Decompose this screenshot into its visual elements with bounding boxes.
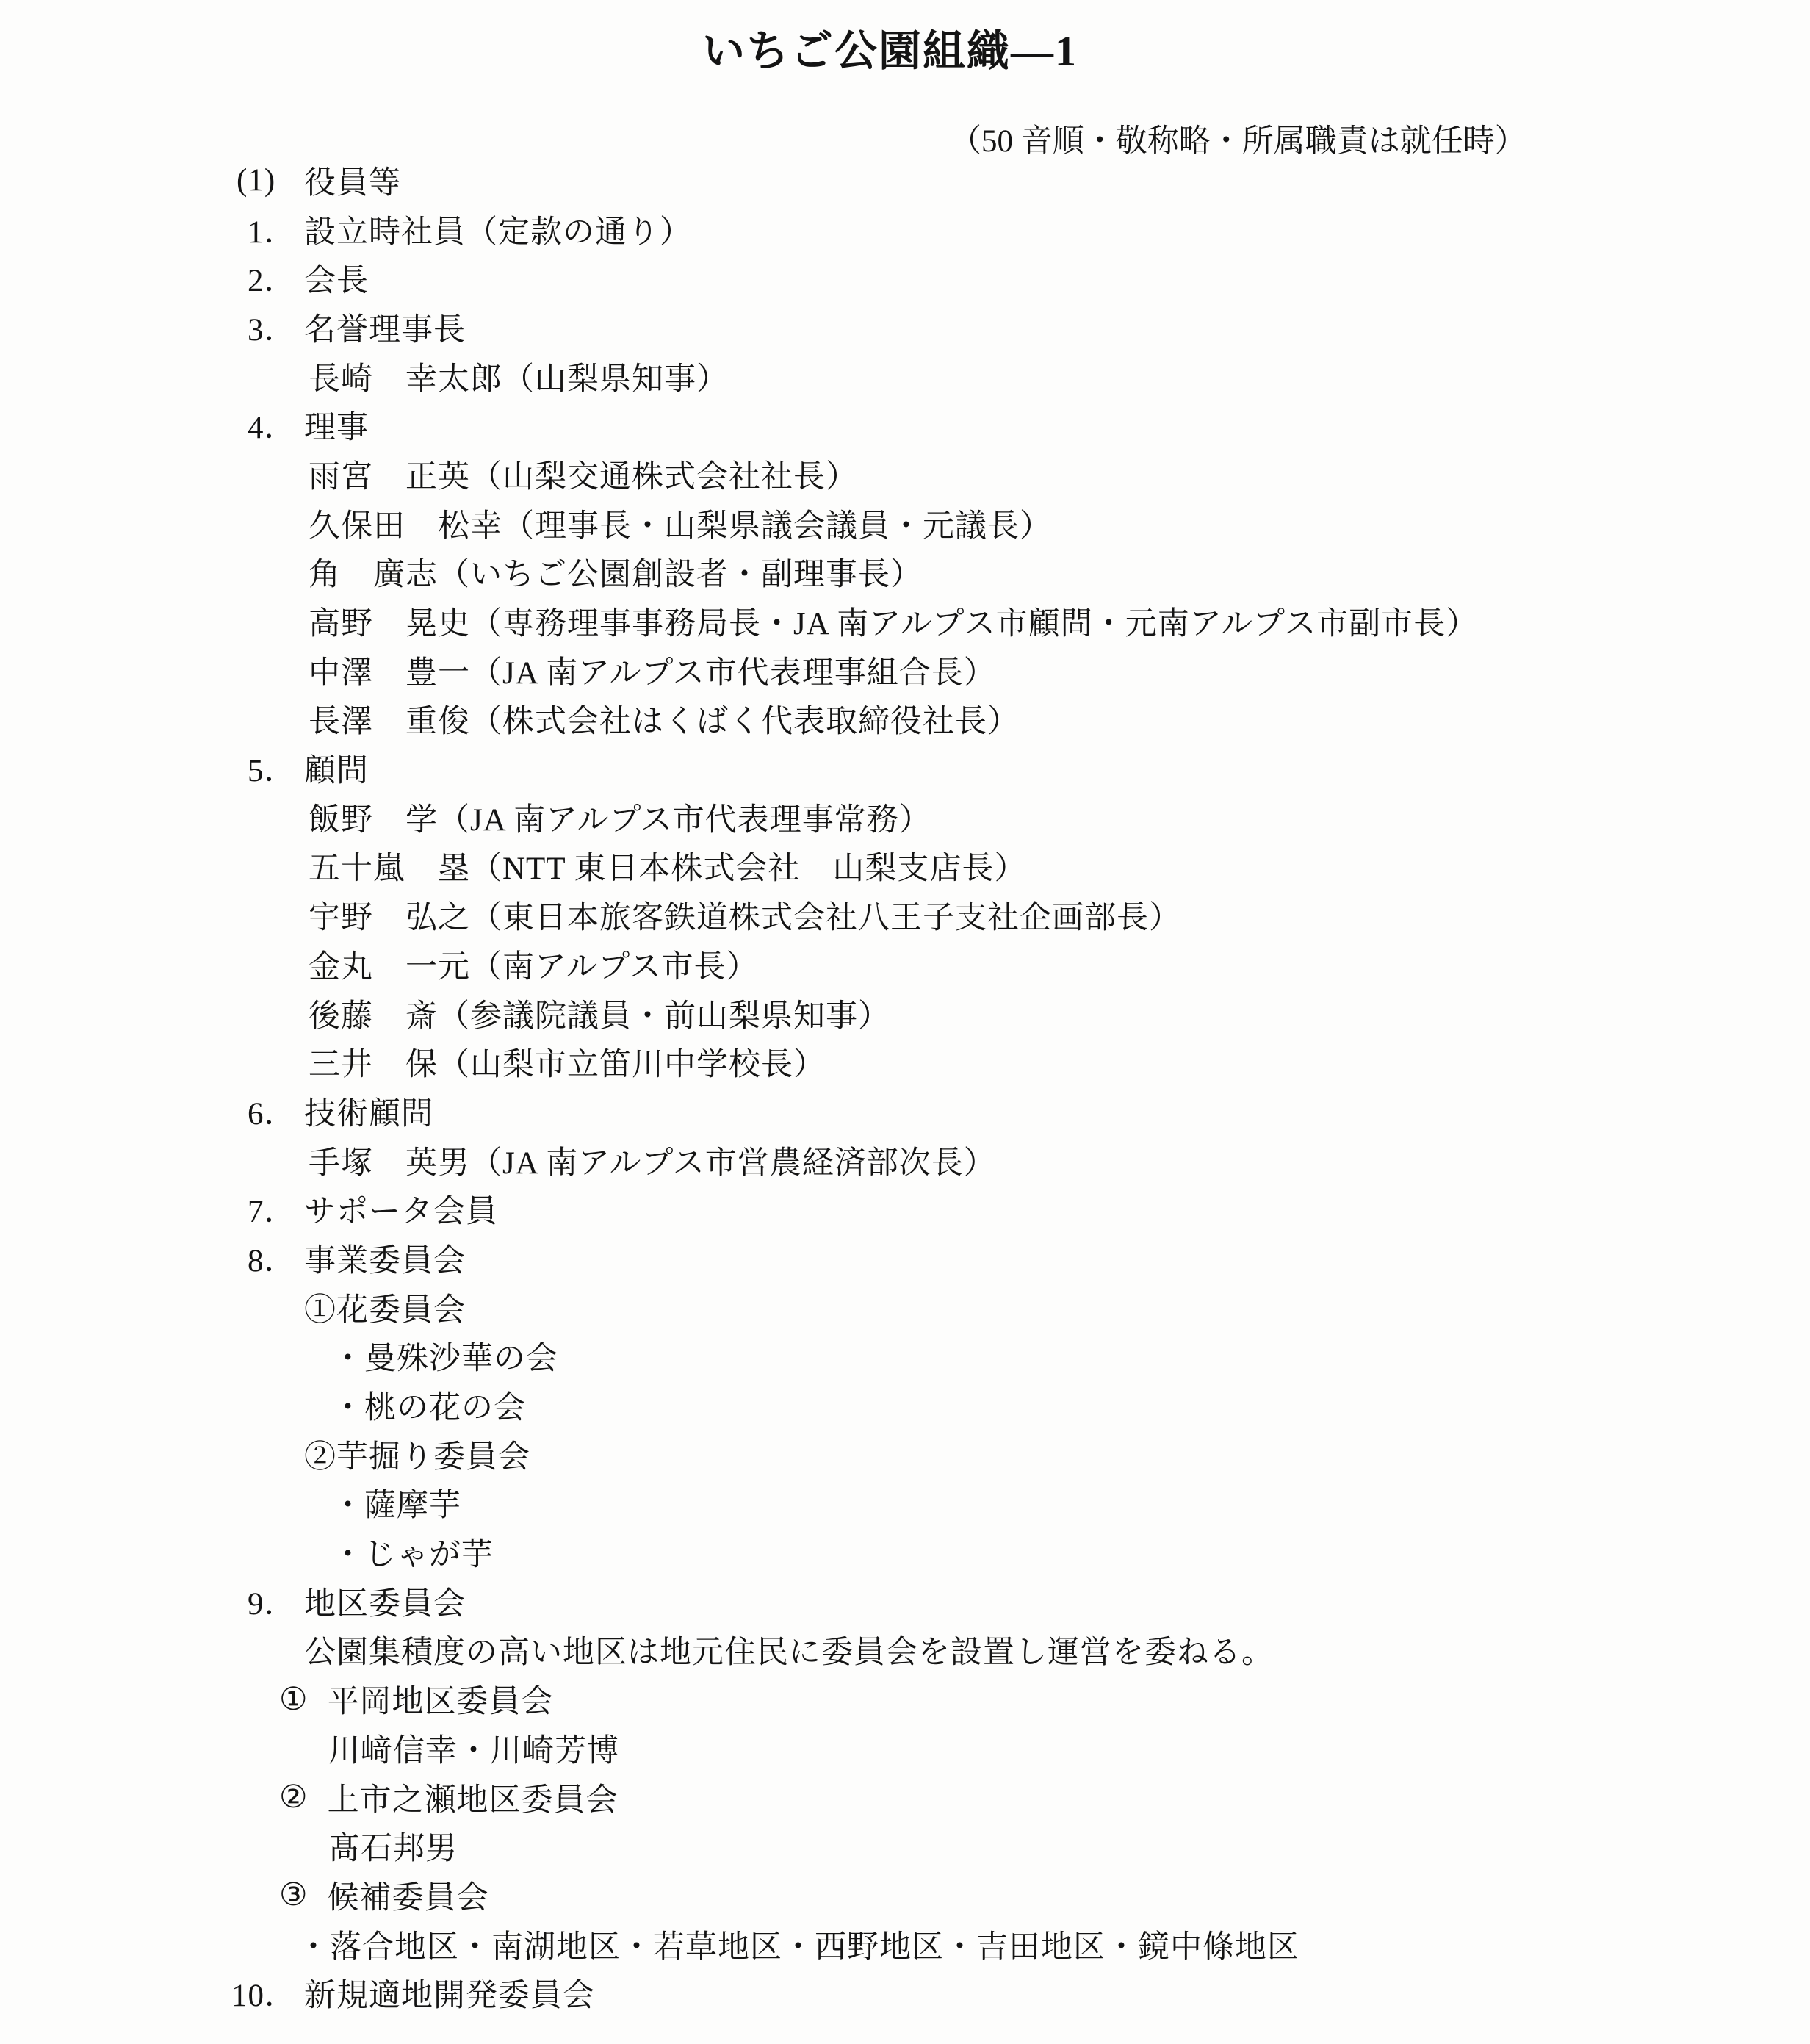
doc-line bbox=[0, 1626, 1810, 1675]
doc-line bbox=[0, 548, 1810, 597]
line-text: ・落合地区・南湖地区・若草地区・西野地区・吉田地区・鏡中條地区 bbox=[298, 1929, 1299, 1965]
doc-line bbox=[0, 1479, 1810, 1528]
line-number: 7． bbox=[248, 1195, 297, 1230]
doc-line bbox=[0, 1674, 1810, 1724]
doc-line bbox=[0, 400, 1810, 450]
line-text: 平岡地区委員会 bbox=[327, 1685, 554, 1720]
doc-line bbox=[0, 1283, 1810, 1332]
line-text: 設立時社員（定款の通り） bbox=[304, 215, 692, 250]
line-number: 1． bbox=[248, 215, 297, 250]
line-text: 技術顧問 bbox=[304, 1096, 433, 1131]
line-text: 川﨑信幸・川崎芳博 bbox=[328, 1733, 619, 1768]
line-text: ①花委員会 bbox=[304, 1292, 466, 1328]
line-number: 3． bbox=[248, 312, 297, 348]
line-text: 宇野 弘之（東日本旅客鉄道株式会社八王子支社企画部長） bbox=[309, 901, 1181, 936]
line-number: 9． bbox=[248, 1586, 297, 1622]
doc-line bbox=[0, 1577, 1810, 1626]
line-text: 雨宮 正英（山梨交通株式会社社長） bbox=[309, 459, 858, 494]
line-number: 2． bbox=[248, 264, 297, 299]
line-text: 事業委員会 bbox=[304, 1243, 466, 1278]
line-text: 地区委員会 bbox=[304, 1586, 466, 1622]
doc-line bbox=[0, 303, 1810, 352]
doc-lines bbox=[0, 156, 1810, 2018]
doc-line bbox=[0, 1430, 1810, 1479]
line-text: 長崎 幸太郎（山梨県知事） bbox=[309, 361, 729, 397]
line-text: 後藤 斎（参議院議員・前山梨県知事） bbox=[309, 998, 890, 1034]
line-text: 角 廣志（いちご公園創設者・副理事長） bbox=[309, 558, 923, 593]
line-number: 8． bbox=[248, 1243, 297, 1278]
line-text: 候補委員会 bbox=[327, 1880, 489, 1915]
doc-line bbox=[0, 1184, 1810, 1234]
doc-line bbox=[0, 1821, 1810, 1871]
line-text: 会長 bbox=[304, 264, 369, 299]
doc-line bbox=[0, 1724, 1810, 1773]
doc-line bbox=[0, 989, 1810, 1038]
line-text: ・じゃが芋 bbox=[332, 1538, 494, 1573]
doc-line bbox=[0, 890, 1810, 940]
doc-line bbox=[0, 253, 1810, 303]
doc-line bbox=[0, 1037, 1810, 1087]
line-text: 久保田 松幸（理事長・山梨県議会議員・元議長） bbox=[309, 508, 1052, 544]
page-title: いちご公園組織―1 bbox=[702, 27, 1078, 75]
line-text: 金丸 一元（南アルプス市長） bbox=[309, 949, 759, 985]
line-number: (1) bbox=[237, 162, 276, 198]
line-text: 新規適地開発委員会 bbox=[304, 1979, 595, 2014]
doc-line bbox=[0, 597, 1810, 646]
line-text: ②芋掘り委員会 bbox=[304, 1439, 530, 1475]
line-text: 三井 保（山梨市立笛川中学校長） bbox=[309, 1048, 826, 1083]
doc-line bbox=[0, 1332, 1810, 1381]
doc-line bbox=[0, 1871, 1810, 1920]
doc-line bbox=[0, 940, 1810, 989]
line-number: 10． bbox=[231, 1979, 297, 2014]
line-text: 役員等 bbox=[304, 165, 401, 201]
sort-note: （50 音順・敬称略・所属職責は就任時） bbox=[950, 124, 1526, 159]
circled-number: ② bbox=[279, 1780, 309, 1816]
doc-line bbox=[0, 695, 1810, 744]
line-text: ・桃の花の会 bbox=[332, 1391, 526, 1426]
doc-line bbox=[0, 646, 1810, 695]
doc-line bbox=[0, 842, 1810, 891]
doc-line bbox=[0, 744, 1810, 793]
line-text: 五十嵐 塁（NTT 東日本株式会社 山梨支店長） bbox=[309, 852, 1027, 887]
doc-line bbox=[0, 1920, 1810, 1969]
doc-line bbox=[0, 793, 1810, 842]
doc-line bbox=[0, 352, 1810, 401]
line-number: 5． bbox=[248, 754, 297, 789]
doc-line bbox=[0, 1234, 1810, 1283]
line-number: 4． bbox=[248, 411, 297, 446]
line-text: ・薩摩芋 bbox=[332, 1489, 461, 1524]
line-text: 理事 bbox=[304, 411, 369, 446]
line-text: 髙石邦男 bbox=[328, 1832, 458, 1867]
doc-line bbox=[0, 499, 1810, 548]
line-text: 上市之瀬地区委員会 bbox=[327, 1782, 619, 1818]
line-text: ・曼殊沙華の会 bbox=[332, 1342, 558, 1377]
doc-line bbox=[0, 450, 1810, 499]
doc-line bbox=[0, 156, 1810, 205]
doc-line bbox=[0, 1381, 1810, 1430]
line-text: 高野 晃史（専務理事事務局長・JA 南アルプス市顧問・元南アルプス市副市長） bbox=[309, 607, 1479, 642]
doc-line bbox=[0, 1136, 1810, 1185]
doc-line bbox=[0, 1773, 1810, 1822]
line-text: 公園集積度の高い地区は地元住民に委員会を設置し運営を委ねる。 bbox=[304, 1635, 1274, 1671]
line-text: 中澤 豊一（JA 南アルプス市代表理事組合長） bbox=[309, 655, 996, 691]
doc-line bbox=[0, 1527, 1810, 1577]
doc-line bbox=[0, 1968, 1810, 2018]
circled-number: ① bbox=[279, 1682, 309, 1717]
doc-line bbox=[0, 1087, 1810, 1136]
line-text: 飯野 学（JA 南アルプス市代表理事常務） bbox=[309, 802, 931, 838]
line-text: 名誉理事長 bbox=[304, 312, 466, 348]
circled-number: ③ bbox=[279, 1878, 309, 1913]
line-text: 長澤 重俊（株式会社はくばく代表取締役社長） bbox=[309, 705, 1020, 740]
line-text: 顧問 bbox=[304, 754, 369, 789]
doc-line bbox=[0, 205, 1810, 254]
line-number: 6． bbox=[248, 1096, 297, 1131]
line-text: 手塚 英男（JA 南アルプス市営農経済部次長） bbox=[309, 1145, 996, 1181]
line-text: サポータ会員 bbox=[304, 1195, 498, 1230]
